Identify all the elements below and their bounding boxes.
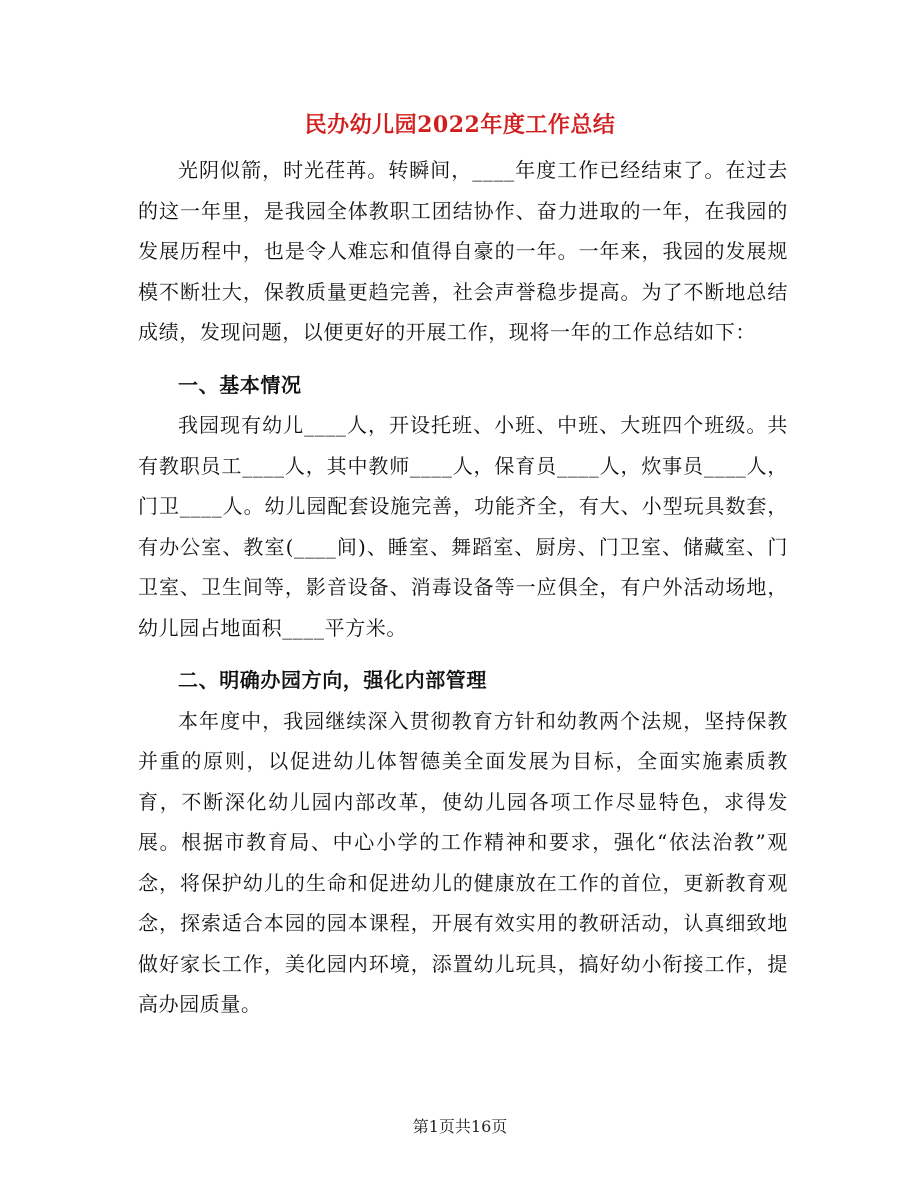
section-paragraph-management: 本年度中，我园继续深入贯彻教育方针和幼教两个法规，坚持保教并重的原则，以促进幼儿体智德美全面发展为目标，全面实施素质教育，不断深化幼儿园内部改革，使幼儿园各项工作尽显特色，求得发展。根据市教育局、中心小学的工作精神和要求，强化“依法治教”观念，将保护幼儿的生命和促进幼儿的健康放在工作的首位，更新教育观念，探索适合本园的园本课程，开展有效实用的教研活动，认真细致地做好家长工作，美化园内环境，添置幼儿玩具，搞好幼小衔接工作，提高办园质量。 (138, 708, 788, 1016)
intro-paragraph: 光阴似箭，时光荏苒。转瞬间，____年度工作已经结束了。在过去的这一年里，是我园全体教职工团结协作、奋力进取的一年，在我园的发展历程中，也是令人难忘和值得自豪的一年。一年来，我园的发展规模不断壮大，保教质量更趋完善，社会声誉稳步提高。为了不断地总结成绩，发现问题，以便更好的开展工作，现将一年的工作总结如下： (138, 158, 788, 344)
section-paragraph-basic-info: 我园现有幼儿____人，开设托班、小班、中班、大班四个班级。共有教职员工____人，其中教师____人，保育员____人，炊事员____人，门卫____人。幼儿园配套设施完善，功能齐全，有大、小型玩具数套，有办公室、教室(____间)、睡室、舞蹈室、厨房、门卫室、储藏室、门卫室、卫生间等，影音设备、消毒设备等一应俱全，有户外活动场地，幼儿园占地面积____平方米。 (138, 413, 788, 640)
document-body (138, 150, 788, 1025)
section-heading-management: 二、明确办园方向，强化内部管理 (178, 668, 487, 692)
section-heading-basic-info: 一、基本情况 (178, 372, 302, 397)
page-number-footer: 第1页共16页 (412, 1117, 508, 1136)
document-title: 民办幼儿园2022年度工作总结 (304, 112, 616, 138)
